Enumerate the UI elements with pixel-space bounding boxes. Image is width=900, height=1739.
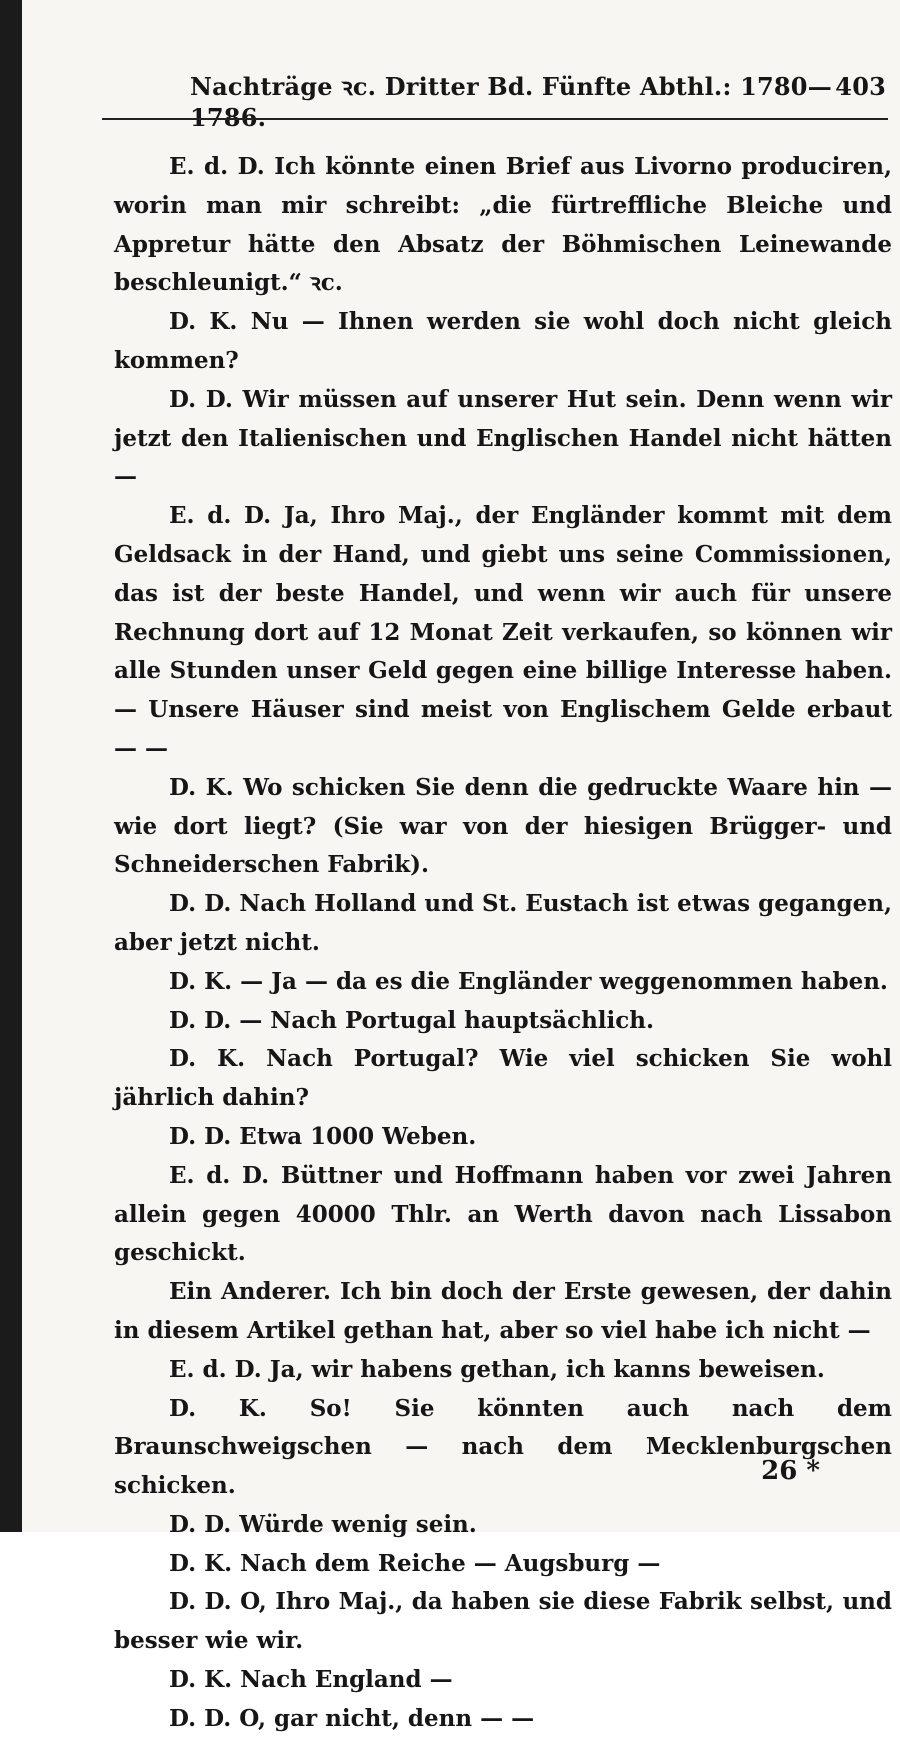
speaker: D. D. — [169, 890, 232, 918]
header-rule — [102, 118, 888, 120]
speaker: D. D. — [169, 385, 233, 413]
dialogue-paragraph — [114, 381, 892, 497]
utterance: Ich könnte einen Brief aus Livorno produciren, worin man mir schreibt: „die fürtreffliche Bleiche und Appretur hätte den Absatz der Böhmischen Leinewande beschleunigt.“ ꝛc. — [114, 153, 893, 297]
dialogue-paragraph — [114, 1661, 892, 1700]
speaker: D. K. — [169, 1394, 267, 1422]
dialogue-paragraph — [114, 1390, 892, 1506]
dialogue-paragraph — [114, 1351, 892, 1390]
dialogue-paragraph — [114, 769, 892, 885]
utterance: Ja, wir habens gethan, ich kanns beweisen. — [269, 1355, 825, 1383]
utterance: Nach Portugal? Wie viel schicken Sie wohl jährlich dahin? — [114, 1045, 893, 1112]
speaker: D. D. — [169, 1704, 232, 1732]
utterance: Ja, Ihro Maj., der Engländer kommt mit dem Geldsack in der Hand, und giebt uns seine Commissionen, das ist der beste Handel, und wenn wir auch für unsere Rechnung dort auf 12 Monat Zeit verkaufen, so können wir alle Stunden unser Geld gegen eine billige Interesse haben. — Unsere Häuser sind meist von Englischem Gelde erbaut — — — [114, 502, 892, 762]
dialogue-paragraph — [114, 1157, 892, 1273]
speaker: D. K. — [169, 1666, 233, 1694]
speaker: D. D. — [169, 1588, 232, 1616]
speaker: D. K. — [169, 308, 238, 336]
dialogue-paragraph — [114, 1040, 892, 1118]
utterance: Nach Holland und St. Eustach ist etwas gegangen, aber jetzt nicht. — [114, 890, 892, 956]
utterance: Etwa 1000 Weben. — [239, 1122, 477, 1150]
dialogue-paragraph — [114, 963, 892, 1002]
dialogue-paragraph — [114, 1700, 892, 1739]
header-title: Nachträge ꝛc. Dritter Bd. Fünfte Abthl.: 1780—1786. — [190, 72, 832, 132]
utterance: Nu — Ihnen werden sie wohl doch nicht gleich kommen? — [114, 308, 892, 374]
dialogue-paragraph — [114, 303, 892, 381]
speaker: D. D. — [169, 1122, 232, 1150]
speaker: Ein Anderer. — [169, 1278, 331, 1306]
utterance: Wo schicken Sie denn die gedruckte Waare hin — wie dort liegt? (Sie war von der hiesigen Brügger- und Schneiderschen Fabrik). — [114, 773, 893, 879]
speaker: E. d. D. — [169, 1355, 262, 1383]
dialogue-paragraph — [114, 885, 892, 963]
dialogue-paragraph — [114, 1273, 892, 1351]
utterance: — Nach Portugal hauptsächlich. — [239, 1006, 655, 1034]
speaker: E. d. D. — [169, 502, 272, 530]
utterance: Nach dem Reiche — Augsburg — — [240, 1549, 661, 1577]
dialogue-paragraph — [114, 1545, 892, 1584]
speaker: D. D. — [169, 1006, 232, 1034]
speaker: E. d. D. — [169, 1161, 270, 1189]
dialogue-paragraph — [114, 1118, 892, 1157]
utterance: Wir müssen auf unserer Hut sein. Denn wenn wir jetzt den Italienischen und Englischen Handel nicht hätten — — [114, 385, 892, 491]
utterance: O, gar nicht, denn — — — [239, 1704, 535, 1732]
speaker: D. K. — [169, 773, 234, 801]
speaker: D. K. — [169, 1549, 233, 1577]
utterance: Würde wenig sein. — [239, 1510, 477, 1538]
page-number: 403 — [835, 72, 886, 101]
dialogue-paragraph — [114, 1583, 892, 1661]
utterance: Nach England — — [240, 1666, 453, 1694]
dialogue-body — [114, 148, 892, 1739]
speaker: D. D. — [169, 1510, 232, 1538]
dialogue-paragraph — [114, 1506, 892, 1545]
speaker: E. d. D. — [169, 153, 265, 180]
utterance: O, Ihro Maj., da haben sie diese Fabrik selbst, und besser wie wir. — [114, 1588, 892, 1655]
signature-mark: 26 * — [761, 1456, 820, 1486]
dialogue-paragraph — [114, 148, 892, 303]
dialogue-paragraph — [114, 497, 892, 769]
speaker: D. K. — [169, 967, 233, 995]
running-header — [190, 70, 886, 132]
dialogue-paragraph — [114, 1002, 892, 1041]
speaker: D. K. — [169, 1045, 246, 1073]
utterance: — Ja — da es die Engländer weggenommen haben. — [240, 967, 888, 995]
utterance: Ich bin doch der Erste gewesen, der dahin in diesem Artikel gethan hat, aber so viel habe ich nicht — — [114, 1278, 893, 1344]
utterance: So! Sie könnten auch nach dem Braunschweigschen — nach dem Mecklenburgschen schicken. — [114, 1394, 893, 1500]
utterance: Büttner und Hoffmann haben vor zwei Jahren allein gegen 40000 Thlr. an Werth davon nach Lissabon geschickt. — [114, 1161, 893, 1267]
